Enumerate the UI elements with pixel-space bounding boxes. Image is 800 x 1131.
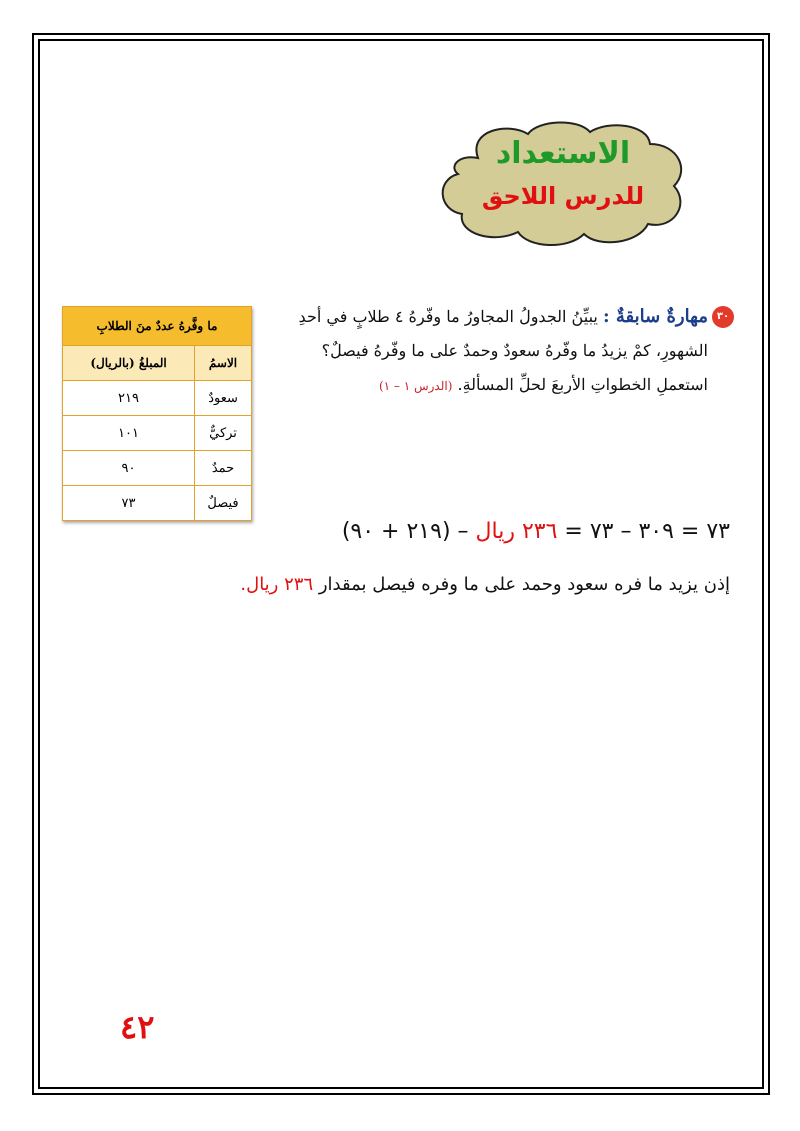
solution-equation	[280, 519, 730, 544]
banner-subtitle: للدرس اللاحق	[481, 182, 645, 210]
cell-amount: ٧٣	[63, 486, 195, 521]
column-header-name: الاسمُ	[195, 346, 252, 381]
table-row	[63, 416, 252, 451]
solution-conclusion	[150, 574, 730, 595]
cell-name: تركيٌّ	[195, 416, 252, 451]
conclusion-value: ٢٣٦ ريال.	[240, 574, 314, 595]
equation-result: ٢٣٦ ريال	[475, 519, 558, 544]
problem-text	[268, 300, 708, 403]
page-number: ٤٢	[120, 1008, 155, 1046]
cell-name: حمدٌ	[195, 451, 252, 486]
savings-table	[62, 306, 252, 521]
table-row	[63, 486, 252, 521]
cell-amount: ٩٠	[63, 451, 195, 486]
skill-label: مهارةٌ سابقةٌ :	[602, 306, 708, 327]
cell-name: فيصلٌ	[195, 486, 252, 521]
lesson-reference: (الدرس ١ – ١)	[378, 379, 453, 393]
table-row	[63, 381, 252, 416]
cell-amount: ٢١٩	[63, 381, 195, 416]
column-header-amount: المبلغُ (بالريال)	[63, 346, 195, 381]
table-row	[63, 451, 252, 486]
banner-title: الاستعداد	[495, 136, 631, 171]
problem-number-badge: ٣٠	[712, 306, 734, 328]
banner-cloud	[438, 118, 688, 250]
problem-statement: يبيِّنُ الجدولُ المجاورُ ما وفّرهُ ٤ طلابٍ في أحدِ الشهورِ، كمْ يزيدُ ما وفّرهُ سعودٌ وحمدٌ على ما وفّرهُ فيصلٌ؟ استعملِ الخطواتِ الأربعَ لحلِّ المسألةِ.	[298, 307, 708, 394]
conclusion-text: إذن يزيد ما فره سعود وحمد على ما وفره فيصل بمقدار	[318, 574, 730, 595]
table-caption: ما وفَّرهُ عددٌ منَ الطلابِ	[63, 307, 252, 346]
equation-expression: (٢١٩ + ٩٠) – ٧٣ = ٣٠٩ – ٧٣ =	[341, 519, 730, 544]
cell-amount: ١٠١	[63, 416, 195, 451]
cell-name: سعودٌ	[195, 381, 252, 416]
